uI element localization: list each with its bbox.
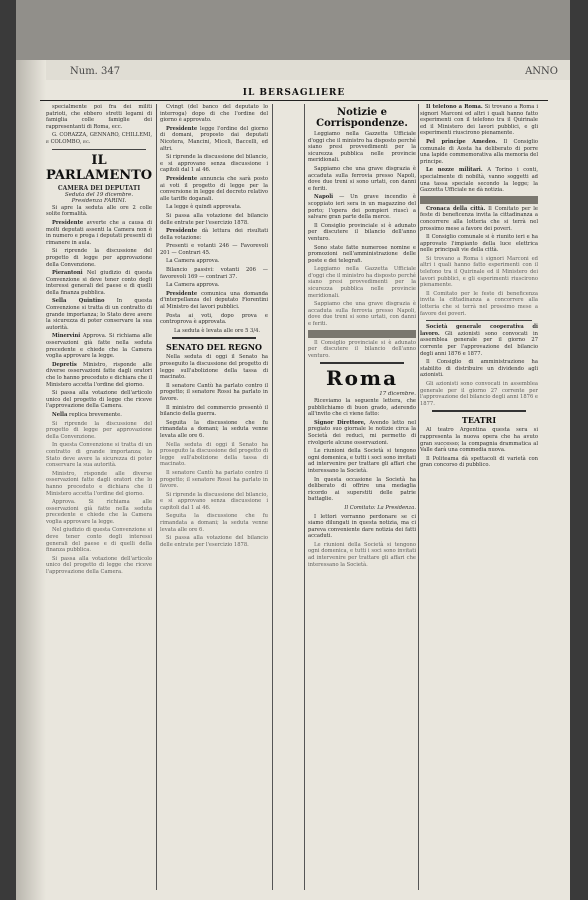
illegible-band [308, 330, 416, 338]
speech-text: avverte che a causa di molti deputati assenti la Camera non è in numero e prega i deputati presenti di rimanere in aula. [46, 219, 152, 246]
article-paragraph [308, 420, 416, 446]
speaker-name: Presidente [166, 175, 198, 182]
article-paragraph [46, 362, 152, 388]
section-title: SENATO DEL REGNO [166, 342, 262, 353]
news-headline: Cronaca della città. [426, 205, 486, 212]
speech-text: Ministro, risponde alle diverse osservazioni fatte dagli oratori che lo hanno preceduto e dichiara che il Ministero accetta l'ordine del giorno. [46, 361, 152, 388]
column-rule [156, 104, 157, 890]
article-text: Nella seduta di oggi il Senato ha proseguito la discussione del progetto di legge sull'abolizione della tassa di macinato. [160, 441, 268, 468]
article-text: Leggiamo nella Gazzetta Ufficiale d'oggi che il ministro ha disposto perché siano presi provvedimenti per la sicurezza pubblica nelle provincie meridionali. [308, 266, 416, 299]
section-title: Roma [325, 366, 399, 391]
masthead: IL BERSAGLIERE [242, 88, 346, 98]
article-text: Il Consiglio provinciale si è adunato per discutere il bilancio dell'anno venturo. [308, 339, 416, 359]
presidency: Presidenza FARINI. [71, 198, 127, 205]
news-text: Il Consiglio comunale di Aosta ha deliberato di porre una lapide commemorativa alla memoria del principe. [420, 138, 538, 165]
article-text: Le riunioni della Società si tengono ogni domenica, e tutti i soci sono invitati ad intervenire per trattare gli affari che interessano la Società. [308, 448, 416, 474]
speech-text: In questa Convenzione si tratta di un contratto di grande importanza; lo Stato deve avere la sicurezza di poter conservare la sua autorità. [46, 298, 152, 331]
divider [426, 320, 532, 321]
article-text: Sono state fatte numerose nomine e promozioni nell'amministrazione delle poste e dei telegrafi. [308, 244, 416, 264]
article-text: La legge è quindi approvata. [166, 204, 242, 211]
article-text: Cvingt (del banco del deputato lo interroga) dopo di che l'ordine del giorno è approvato. [160, 104, 268, 124]
speaker-name: Minervini [52, 333, 81, 340]
article-text: Al teatro Argentina questa sera si rappresenta la nuova opera che ha avuto gran successo; la compagnia drammatica al Valle darà una commedia nuova. [420, 427, 538, 454]
article-paragraph [160, 176, 268, 202]
article-text: Il Comitato per le feste di beneficenza invita la cittadinanza a concorrere alla lotteria che si terrà nel prossimo mese a favore dei poveri. [420, 290, 538, 317]
news-text: Gli azionisti sono convocati in assemblea generale per il giorno 27 corrente per l'approvazione del bilancio degli anni 1876 e 1877. [420, 330, 538, 357]
news-headline: Società generale cooperativa di lavoro. [420, 324, 538, 337]
article-text: Sappiamo che una grave disgrazia è accaduta sulla ferrovia presso Napoli, dove due treni si sono urtati, con danni e feriti. [308, 165, 416, 192]
article-text: Il Politeama dà spettacoli di varietà con gran concorso di pubblico. [420, 455, 538, 469]
speaker-name: Presidente [166, 228, 198, 235]
news-text: Il Comitato per le feste di beneficenza invita la cittadinanza a concorrere alla lotteria che si terrà nel prossimo mese a favore dei poveri. [420, 205, 538, 232]
signature: G. CORAZZA, GENNARO, CHILLEMI, e COLOMBO, ec. [46, 132, 152, 145]
article-paragraph [46, 220, 152, 246]
speech-text: Approva. Si richiama alle osservazioni già fatte nella seduta precedente e chiede che la Camera voglia approvare la legge. [46, 333, 152, 360]
subsection-title: CAMERA DEI DEPUTATI [57, 184, 141, 192]
article-text: Il senatore Cantù ha parlato contro il progetto; il senatore Rossi ha parlato in favore. [160, 469, 268, 490]
vote-result: La Camera approva. [166, 282, 220, 289]
article-text: Si riprende la discussione del progetto di legge per approvazione della Convenzione. [46, 420, 152, 440]
article-text: Nel giudizio di questa Convenzione si deve tener conto degli interessi generali del paese e di quelli della finanza pubblica. [46, 527, 152, 554]
article-text: Nella seduta di oggi il Senato ha proseguito la discussione del progetto di legge sull'abolizione della tassa di macinato. [160, 354, 268, 381]
dateline: Napoli [314, 194, 334, 201]
column-4 [420, 104, 538, 890]
article-paragraph [420, 167, 538, 193]
article-paragraph [160, 126, 268, 152]
article-text: Posta ai voti, dopo prova e controprova è approvata. [160, 312, 268, 326]
article-text: Riceviamo la seguente lettera, che pubblichiamo di buon grado, aderendo all'invito che ci viene fatto: [308, 398, 416, 418]
article-text: Si passa alla votazione del bilancio delle entrate per l'esercizio 1878. [160, 535, 268, 548]
speech-text: comunica una domanda d'interpellanza del deputato Fiorentini al Ministro dei lavori pubblici. [160, 290, 268, 311]
article-text: Sappiamo che una grave disgrazia è accaduta sulla ferrovia presso Napoli, dove due treni si sono urtati, con danni e feriti. [308, 301, 416, 328]
column-1 [46, 104, 152, 890]
speech-text: Nel giudizio di questa Convenzione si deve tener conto degli interessi generali del paese e di quelli della finanza pubblica. [46, 270, 152, 296]
speaker-name: Pierantoni [52, 270, 83, 277]
article-text: Si passa alla votazione dell'articolo unico del progetto di legge che riceve l'approvazione della Camera. [46, 555, 152, 576]
section-title: TEATRI [461, 415, 497, 426]
column-2 [160, 104, 268, 890]
binding-shadow [16, 60, 46, 900]
article-text: Ministro, risponde alle diverse osservazioni fatte dagli oratori che lo hanno preceduto e dichiara che il Ministero accetta l'ordine del giorno. [46, 470, 152, 497]
vote-result: La Camera approva. [166, 258, 220, 265]
article-text: Si apre la seduta alle ore 2 colle solite formalità. [46, 204, 152, 218]
divider [52, 149, 146, 150]
divider [172, 337, 256, 339]
news-text: Si trovano a Roma i signori Marconi ed altri i quali hanno fatto esperimenti con il telefono tra il Quirinale ed il Ministero dei lavori pubblici, e gli esperimenti riuscirono pienamente. [420, 104, 538, 137]
article-text: Seguita la discussione che fu rimandata a domani; la seduta venne levata alle ore 6. [160, 513, 268, 533]
article-text: Si riprende la discussione del progetto di legge per approvazione della Convenzione. [46, 248, 152, 268]
vote-result: Bilancio passivi: votanti 206 — favorevoli 169 — contrari 37. [160, 267, 268, 280]
article-text: Leggiamo nella Gazzetta Ufficiale d'oggi che il ministro ha disposto perché siano presi provvedimenti per la sicurezza pubblica nelle provincie meridionali. [308, 131, 416, 164]
article-text: Si passa alla votazione dell'articolo unico del progetto di legge che riceve l'approvazione della Camera. [46, 390, 152, 410]
article-paragraph [46, 333, 152, 359]
column-rule [272, 104, 273, 890]
page-number-right: ANNO [525, 66, 558, 77]
article-paragraph [160, 291, 268, 311]
article-paragraph [308, 194, 416, 220]
column-rule [418, 104, 419, 890]
masthead-rule [40, 100, 548, 101]
article-text: Approva. Si richiama alle osservazioni già fatte nella seduta precedente e chiede che la Camera voglia approvare la legge. [46, 499, 152, 525]
article-text: Si trovano a Roma i signori Marconi ed altri i quali hanno fatto esperimenti con il telefono tra il Quirinale ed il Ministero dei lavori pubblici, e gli esperimenti riuscirono pienamente. [420, 255, 538, 289]
page-number-left: Num. 347 [70, 66, 121, 77]
article-text: Si passa alla votazione del bilancio delle entrate per l'esercizio 1878. [160, 212, 268, 226]
article-text: Seguita la discussione che fu rimandata a domani; la seduta venne levata alle ore 6. [160, 419, 268, 439]
session-date: Seduta del 19 dicembre. [64, 191, 134, 198]
news-headline: Le nozze militari. [426, 167, 483, 174]
article-paragraph [46, 412, 152, 419]
dateline: 17 dicembre. [379, 391, 416, 398]
speech-text: legge l'ordine del giorno di domani, proposto dai deputati Nicotera, Mancini, Miceli, Baccelli, ed altri. [160, 125, 268, 152]
illegible-band [420, 196, 538, 204]
article-paragraph [420, 324, 538, 357]
article-text: Si riprende la discussione del bilancio, e si approvano senza discussione i capitoli dal 1 al 46. [160, 154, 268, 174]
article-text: Il Consiglio di amministrazione ha stabilito di distribuire un dividendo agli azionisti. [420, 359, 538, 379]
article-text: Il ministro del commercio presentò il bilancio della guerra. [160, 404, 268, 418]
speaker-name: Presidente [52, 219, 84, 226]
article-text: Il Consiglio comunale si è riunito ieri e ha approvato l'impianto della luce elettrica nelle principali vie della città. [420, 234, 538, 254]
news-headline: Pel principe Amedeo. [426, 138, 498, 145]
dispatch-text: — Un grave incendio è scoppiato ieri sera in un magazzino del porto; l'opera dei pompieri riuscì a salvare gran parte della merce. [308, 194, 416, 221]
article-paragraph [160, 228, 268, 241]
column-rule [304, 104, 305, 890]
vote-result: Presenti e votanti 246 — Favorevoli 201 — Contrari 45. [160, 243, 268, 256]
signature: Il Comitato: La Presidenza. [344, 504, 416, 511]
article-text: Il Consiglio provinciale si è adunato per discutere il bilancio dell'anno venturo. [308, 222, 416, 242]
section-title: Notizie e Corrispondenze. [316, 107, 408, 129]
salutation: Signor Direttore, [314, 419, 366, 426]
column-3 [308, 104, 416, 890]
article-text: La seduta è levata alle ore 5 3/4. [173, 327, 261, 334]
article-text: Le riunioni della Società si tengono ogni domenica, e tutti i soci sono invitati ad intervenire per trattare gli affari che interessano la Società. [308, 541, 416, 568]
article-text: Si riprende la discussione del bilancio, e si approvano senza discussione i capitoli dal 1 al 46. [160, 491, 268, 511]
speaker-name: Nella [52, 411, 68, 418]
article-paragraph [46, 270, 152, 296]
speech-text: annuncia che sarà posto ai voti il progetto di legge per la conversione in legge del decreto relativo alle tariffe doganali. [160, 175, 268, 202]
article-text: Gli azionisti sono convocati in assemblea generale per il giorno 27 corrente per l'approvazione del bilancio degli anni 1876 e 1877. [420, 380, 538, 407]
speaker-name: Presidente [166, 125, 198, 132]
news-text: A Torino i conti, specialmente di nobiltà, vanno soggetti ad una tassa speciale secondo la legge; la Gazzetta Ufficiale ne dà notizia. [420, 167, 538, 194]
speaker-name: Sella Quintino [52, 298, 105, 305]
speech-text: replica brevemente. [69, 411, 122, 418]
letter-text: Avendo letto nel pregiato suo giornale le notizie circa la Società dei reduci, mi permetto di rivolgerle alcune osservazioni. [308, 419, 416, 446]
article-paragraph [46, 298, 152, 331]
article-text: In questa occasione la Società ha deliberato di offrire una medaglia ricordo ai superstiti delle patrie battaglie. [308, 476, 416, 503]
article-text: I lettori vorranno perdonare se ci siamo dilungati in questa notizia, ma ci pareva conveniente dare notizia dei fatti accaduti. [308, 513, 416, 540]
article-text: specialmente poi fra dei militi patrioti, che ebbero stretti legami di famiglia colle famiglie dei rappresentanti di Roma, ecc. [46, 104, 152, 130]
divider [320, 362, 404, 364]
speaker-name: Presidente [166, 290, 198, 297]
article-text: Il senatore Cantù ha parlato contro il progetto; il senatore Rossi ha parlato in favore. [160, 382, 268, 402]
speech-text: dà lettura dei risultati della votazione: [160, 228, 268, 241]
article-text: In questa Convenzione si tratta di un contratto di grande importanza; lo Stato deve avere la sicurezza di poter conservare la sua autorità. [46, 442, 152, 469]
article-paragraph [420, 104, 538, 137]
divider [432, 410, 526, 412]
news-headline: Il telefono a Roma. [426, 104, 483, 110]
speaker-name: Depretis [52, 361, 77, 368]
article-paragraph [420, 206, 538, 232]
article-paragraph [420, 139, 538, 165]
section-title: IL PARLAMENTO [46, 152, 152, 183]
